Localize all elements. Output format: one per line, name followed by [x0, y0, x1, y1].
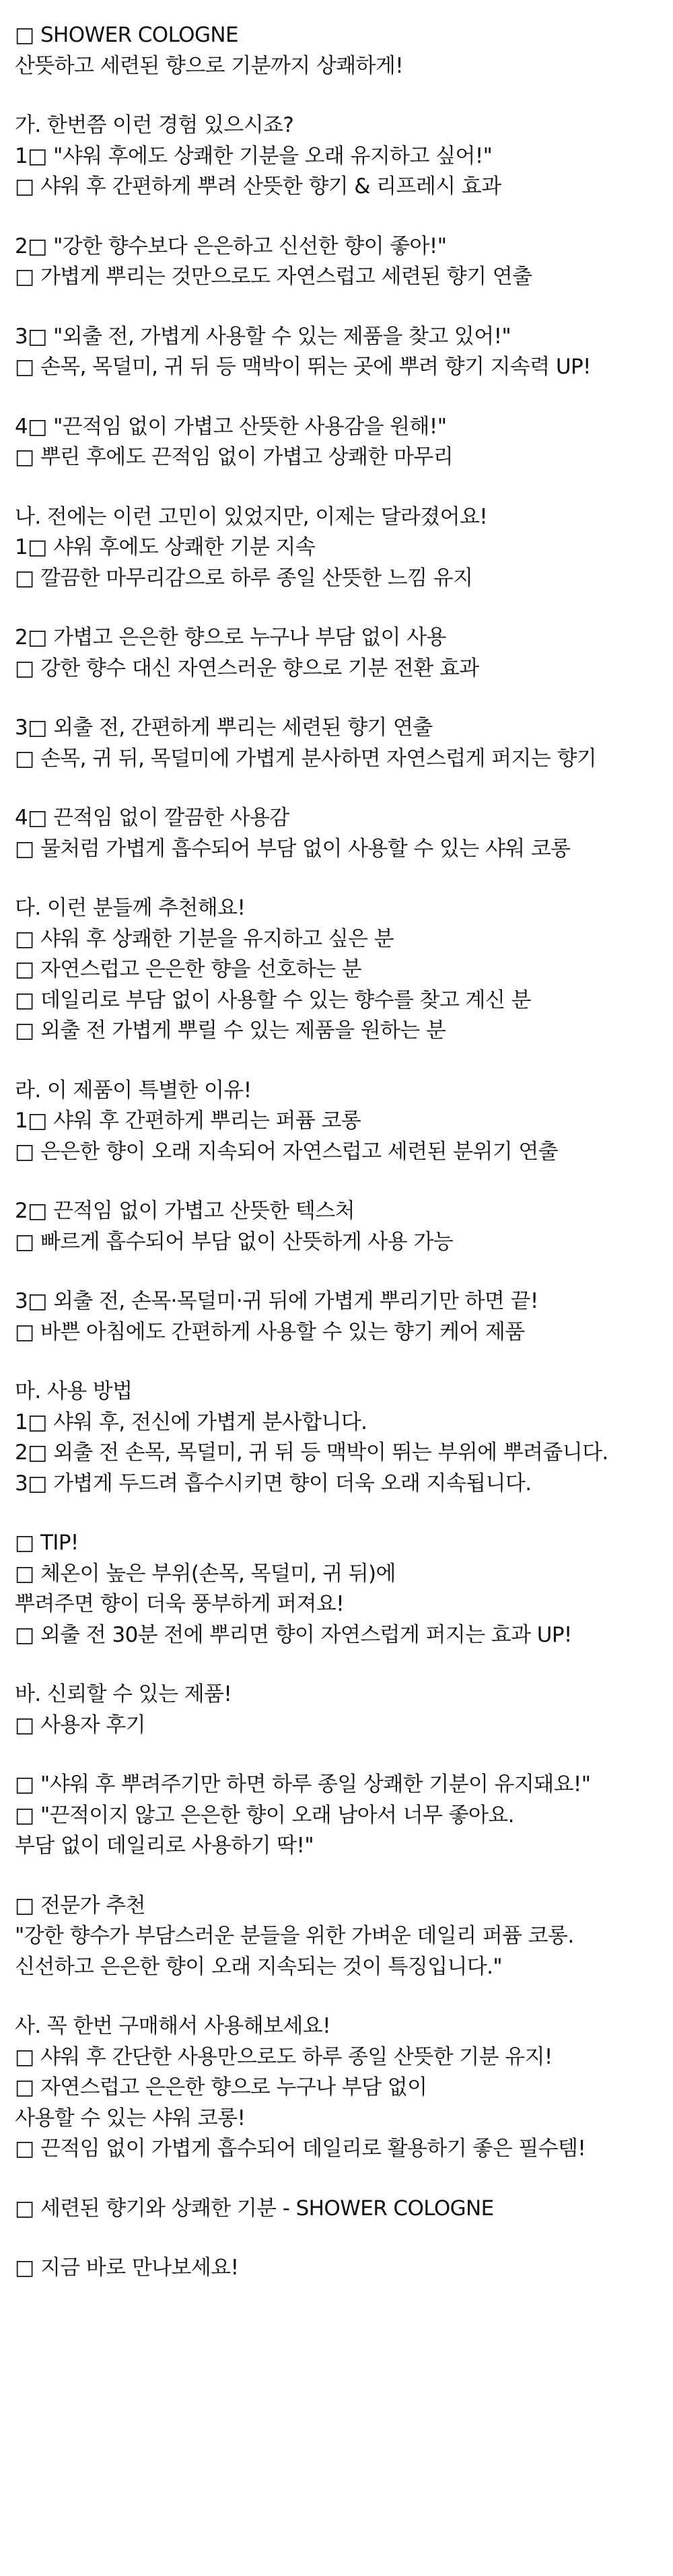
- text-line: □ 전문가 추천: [15, 1893, 145, 1918]
- text-line: 나. 전에는 이런 고민이 있었지만, 이제는 달라졌어요!: [15, 504, 488, 529]
- text-line: □ 은은한 향이 오래 지속되어 자연스럽고 세련된 분위기 연출: [15, 1139, 559, 1164]
- text-block-tip: [15, 1528, 661, 1650]
- text-line: □ 가볍게 뿌리는 것만으로도 자연스럽고 세련된 향기 연출: [15, 265, 532, 289]
- text-line: 4□ 끈적임 없이 깔끔한 사용감: [15, 806, 289, 830]
- text-line: □ 끈적임 없이 가볍게 흡수되어 데일리로 활용하기 좋은 필수템!: [15, 2136, 586, 2161]
- text-block-section-ba: [15, 1679, 661, 1741]
- text-block-section-na: [15, 502, 661, 594]
- text-line: □ 깔끔한 마무리감으로 하루 종일 산뜻한 느낌 유지: [15, 565, 473, 590]
- text-block-tagline: [15, 2194, 661, 2225]
- text-block-ra-3: [15, 1286, 661, 1348]
- text-block-section-da: [15, 893, 661, 1047]
- text-line: 4□ "끈적임 없이 가볍고 산뜻한 사용감을 원해!": [15, 414, 447, 439]
- text-line: 3□ 외출 전, 손목·목덜미·귀 뒤에 가볍게 뿌리기만 하면 끝!: [15, 1289, 538, 1313]
- text-line: □ TIP!: [15, 1531, 79, 1555]
- text-block-na-3: [15, 713, 661, 774]
- text-block-cta: [15, 2253, 661, 2284]
- text-line: 마. 사용 방법: [15, 1379, 133, 1403]
- text-line: 가. 한번쯤 이런 경험 있으시죠?: [15, 113, 294, 137]
- product-description: [15, 20, 661, 2313]
- text-line: □ 손목, 목덜미, 귀 뒤 등 맥박이 뛰는 곳에 뿌려 향기 지속력 UP!: [15, 355, 591, 379]
- text-block-intro: [15, 20, 661, 81]
- text-line: □ 샤워 후 간단한 사용만으로도 하루 종일 산뜻한 기분 유지!: [15, 2044, 553, 2069]
- text-line: □ 자연스럽고 은은한 향으로 누구나 부담 없이: [15, 2075, 427, 2099]
- text-block-na-4: [15, 803, 661, 864]
- text-line: 2□ 끈적임 없이 가볍고 산뜻한 텍스처: [15, 1199, 355, 1223]
- text-block-section-ra: [15, 1076, 661, 1168]
- text-line: 2□ 가볍고 은은한 향으로 누구나 부담 없이 사용: [15, 625, 446, 650]
- text-line: 3□ 외출 전, 간편하게 뿌리는 세련된 향기 연출: [15, 716, 433, 740]
- text-line: □ 세련된 향기와 상쾌한 기분 - SHOWER COLOGNE: [15, 2196, 494, 2221]
- text-line: 1□ 샤워 후에도 상쾌한 기분 지속: [15, 535, 316, 559]
- text-line: "강한 향수가 부담스러운 분들을 위한 가벼운 데일리 퍼퓸 코롱.: [15, 1924, 574, 1948]
- text-line: 다. 이런 분들께 추천해요!: [15, 896, 246, 920]
- text-line: □ 손목, 귀 뒤, 목덜미에 가볍게 분사하면 자연스럽게 퍼지는 향기: [15, 746, 597, 771]
- text-line: 1□ 샤워 후 간편하게 뿌리는 퍼퓸 코롱: [15, 1109, 361, 1133]
- text-line: □ 사용자 후기: [15, 1712, 145, 1737]
- text-line: □ "샤워 후 뿌려주기만 하면 하루 종일 상쾌한 기분이 유지돼요!": [15, 1772, 591, 1797]
- text-block-reviews: [15, 1770, 661, 1862]
- text-line: □ 외출 전 가볍게 뿌릴 수 있는 제품을 원하는 분: [15, 1018, 446, 1043]
- text-line: 부담 없이 데일리로 사용하기 딱!": [15, 1834, 314, 1858]
- text-line: □ 바쁜 아침에도 간편하게 사용할 수 있는 향기 케어 제품: [15, 1319, 525, 1344]
- text-line: □ 샤워 후 간편하게 뿌려 산뜻한 향기 & 리프레시 효과: [15, 174, 501, 199]
- text-block-section-ma: [15, 1377, 661, 1499]
- text-line: □ 체온이 높은 부위(손목, 목덜미, 귀 뒤)에: [15, 1561, 396, 1586]
- text-block-section-ga: [15, 110, 661, 203]
- text-line: 3□ "외출 전, 가볍게 사용할 수 있는 제품을 찾고 있어!": [15, 324, 511, 349]
- text-line: □ "끈적이지 않고 은은한 향이 오래 남아서 너무 좋아요.: [15, 1803, 514, 1827]
- text-block-ga-3: [15, 322, 661, 383]
- text-line: 사. 꼭 한번 구매해서 사용해보세요!: [15, 2014, 330, 2038]
- text-line: 뿌려주면 향이 더욱 풍부하게 퍼져요!: [15, 1592, 345, 1616]
- text-block-section-sa: [15, 2011, 661, 2165]
- text-line: 산뜻하고 세련된 향으로 기분까지 상쾌하게!: [15, 53, 404, 78]
- text-line: 1□ 샤워 후, 전신에 가볍게 분사합니다.: [15, 1409, 367, 1434]
- text-line: □ 뿌린 후에도 끈적임 없이 가볍고 상쾌한 마무리: [15, 445, 454, 469]
- text-line: □ 물처럼 가볍게 흡수되어 부담 없이 사용할 수 있는 샤워 코롱: [15, 836, 571, 861]
- text-line: □ 샤워 후 상쾌한 기분을 유지하고 싶은 분: [15, 926, 394, 951]
- text-line: 1□ "샤워 후에도 상쾌한 기분을 오래 유지하고 싶어!": [15, 143, 493, 168]
- text-block-ga-2: [15, 232, 661, 293]
- text-line: □ SHOWER COLOGNE: [15, 23, 238, 47]
- text-line: 2□ "강한 향수보다 은은하고 신선한 향이 좋아!": [15, 234, 447, 258]
- text-line: 라. 이 제품이 특별한 이유!: [15, 1078, 252, 1103]
- text-line: □ 빠르게 흡수되어 부담 없이 산뜻하게 사용 가능: [15, 1229, 454, 1254]
- text-line: □ 자연스럽고 은은한 향을 선호하는 분: [15, 957, 362, 981]
- text-line: □ 지금 바로 만나보세요!: [15, 2256, 239, 2280]
- text-block-expert: [15, 1891, 661, 1983]
- text-block-na-2: [15, 623, 661, 684]
- text-block-ga-4: [15, 412, 661, 473]
- text-line: 2□ 외출 전 손목, 목덜미, 귀 뒤 등 맥박이 뛰는 부위에 뿌려줍니다.: [15, 1440, 608, 1465]
- text-line: 사용할 수 있는 샤워 코롱!: [15, 2105, 246, 2130]
- text-line: 3□ 가볍게 두드려 흡수시키면 향이 더욱 오래 지속됩니다.: [15, 1471, 532, 1496]
- text-line: 신선하고 은은한 향이 오래 지속되는 것이 특징입니다.": [15, 1954, 503, 1979]
- text-block-ra-2: [15, 1196, 661, 1257]
- text-line: 바. 신뢰할 수 있는 제품!: [15, 1682, 232, 1706]
- text-line: □ 강한 향수 대신 자연스러운 향으로 기분 전환 효과: [15, 656, 479, 681]
- text-line: □ 외출 전 30분 전에 뿌리면 향이 자연스럽게 퍼지는 효과 UP!: [15, 1622, 572, 1647]
- text-line: □ 데일리로 부담 없이 사용할 수 있는 향수를 찾고 계신 분: [15, 987, 531, 1012]
